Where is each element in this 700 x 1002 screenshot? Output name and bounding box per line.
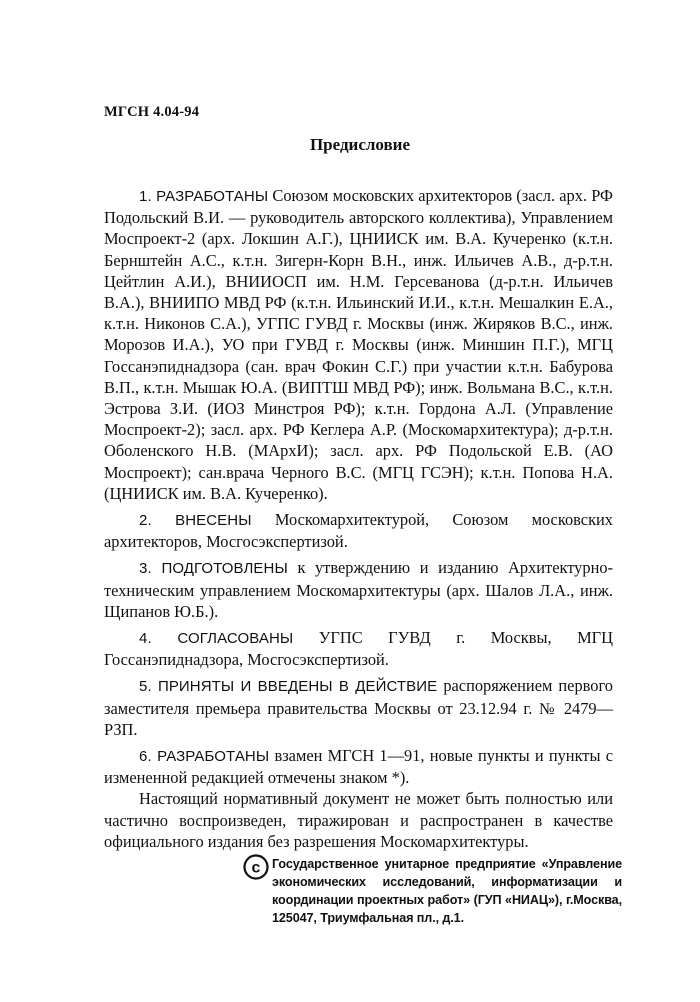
copyright-letter: c: [251, 859, 261, 877]
section-2-lead: 2. ВНЕСЕНЫ: [139, 512, 252, 530]
page-title: Предисловие: [309, 135, 411, 154]
publisher-copyright: [243, 852, 623, 932]
section-3-lead: 3. ПОДГОТОВЛЕНЫ: [139, 560, 288, 578]
section-2-text: Москомархитектурой, Союзом московских архитекторов, Мосгосэкспертизой.: [104, 510, 614, 552]
preface-sections: [104, 185, 613, 793]
section-5-lead: 5. ПРИНЯТЫ И ВВЕДЕНЫ В ДЕЙСТВИЕ: [139, 678, 438, 696]
section-4-text: УГПС ГУВД г. Москвы, МГЦ Госсанэпиднадзора, Мосгосэкспертизой.: [104, 628, 613, 670]
document-code: МГСН 4.04-94: [104, 104, 200, 120]
copyright-notice: Настоящий нормативный документ не может быть полностью или частично воспроизведен, тиражирован и распространен в качестве официального издания без разрешения Москомархитектуры.: [104, 789, 613, 851]
section-3: [104, 557, 613, 622]
section-6-text: взамен МГСН 1—91, новые пункты и пункты с измененной редакцией отмечены знаком *).: [104, 746, 613, 788]
section-3-text: к утверждению и изданию Архитектурно-техническим управлением Москомархитектуры (арх. Шалов Л.А., инж. Щипанов Ю.Б.).: [104, 558, 613, 621]
section-1-text: Союзом московских архитекторов (засл. арх. РФ Подольский В.И. — руководитель авторского коллектива), Управлением Моспроект-2 (арх. Локшин А.Г.), ЦНИИСК им. В.А. Кучеренко (к.т.н. Бернштейн А.С., к.т.н. Зигерн-Корн В.Н., инж. Ильичев А.В., д-р.т.н. Цейтлин А.И.), ВНИИОСП им. Н.М. Герсеванова (д-р.т.н. Ильичев В.А.), ВНИИПО МВД РФ (к.т.н. Ильинский И.И., к.т.н. Мешалкин Е.А., к.т.н. Никонов С.А.), УГПС ГУВД г. Москвы (инж. Жиряков В.С., инж. Морозов И.А.), УО при ГУВД г. Москвы (инж. Миншин П.Г.), МГЦ Госсанэпиднадзора (сан. врач Фокин С.Г.) при участии к.т.н. Бабурова В.П., к.т.н. Мышак Ю.А. (ВИПТШ МВД РФ); инж. Вольмана В.С., к.т.н. Эстрова З.И. (ИОЗ Минстроя РФ); к.т.н. Гордона А.Л. (Управление Моспроект-2); засл. арх. РФ Кеглера А.Р. (Москомархитектура); д-р.т.н. Оболенского Н.В. (МАрхИ); засл. арх. РФ Подольской Е.В. (АО Моспроект); сан.врача Черного В.С. (МГЦ ГСЭН); к.т.н. Попова Н.А. (ЦНИИСК им. В.А. Кучеренко).: [104, 186, 613, 503]
section-5: [104, 675, 613, 740]
section-6: [104, 745, 613, 788]
section-4: [104, 627, 613, 670]
copyright-icon: [243, 854, 269, 880]
publisher-info: Государственное унитарное предприятие «Управление экономических исследований, информатизации и координации проектных работ» (ГУП «НИАЦ»), г.Москва, 125047, Триумфальная пл., д.1.: [272, 857, 622, 925]
section-4-lead: 4. СОГЛАСОВАНЫ: [139, 630, 294, 648]
section-1-lead: 1. РАЗРАБОТАНЫ: [139, 188, 269, 205]
section-2: [104, 509, 613, 552]
section-5-text: распоряжением первого заместителя премьера правительства Москвы от 23.12.94 г. № 2479—РЗП.: [104, 676, 613, 739]
section-6-lead: 6. РАЗРАБОТАНЫ: [139, 748, 270, 766]
section-1: [104, 185, 613, 504]
